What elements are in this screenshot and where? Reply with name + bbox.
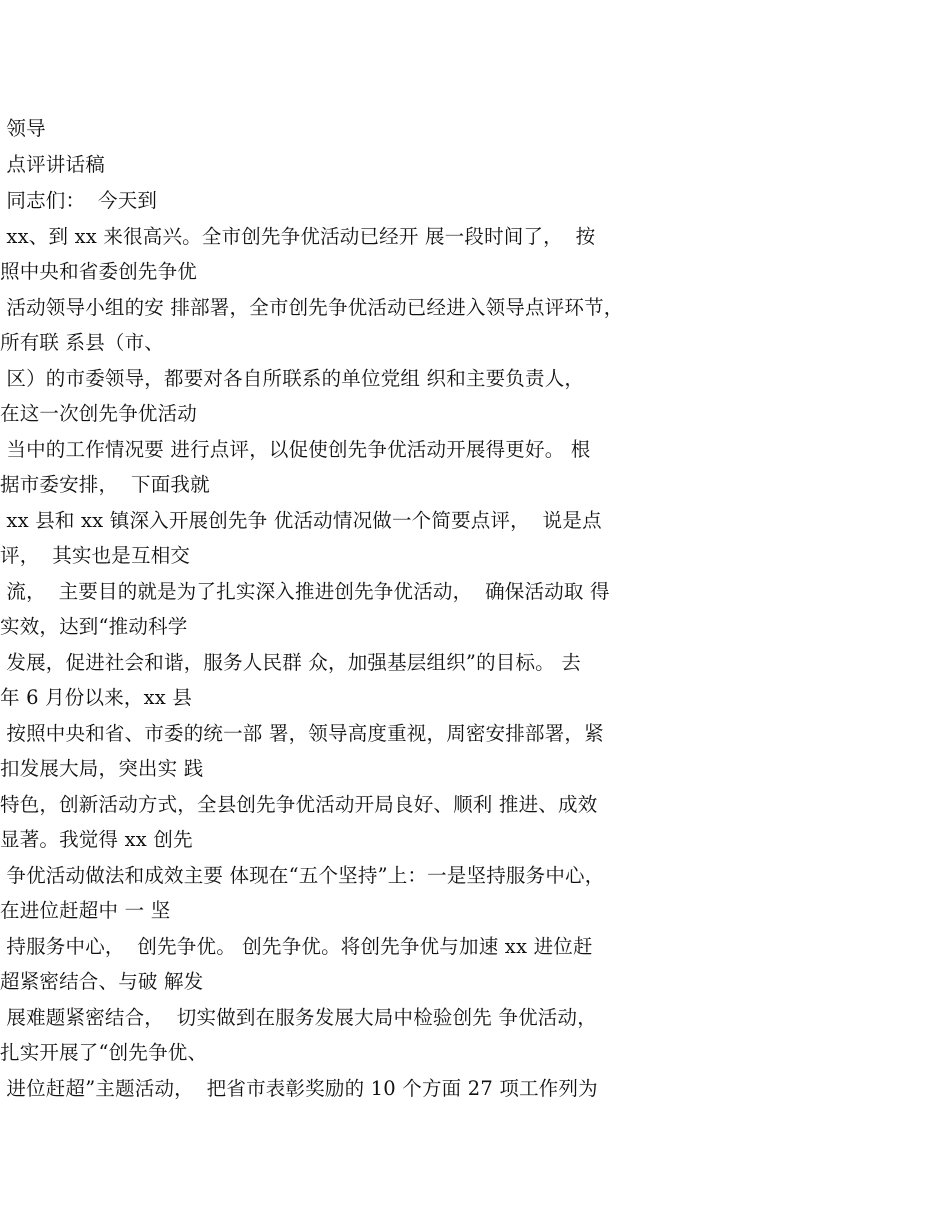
text-line: 按照中央和省、市委的统一部 署，领导高度重视，周密安排部署，紧 [0,722,604,745]
text-line: 同志们： 今天到 [0,189,158,212]
text-line: 扣发展大局，突出实 践 [0,757,204,780]
text-line: 在这一次创先争优活动 [0,402,198,425]
text-line: 照中央和省委创先争优 [0,260,198,283]
text-line: 实效，达到“推动科学 [0,615,188,638]
text-line: 争优活动做法和成效主要 体现在“五个坚持”上：一是坚持服务中心， [0,864,605,887]
text-line: 领导 [0,117,46,140]
text-line: 活动领导小组的安 排部署，全市创先争优活动已经进入领导点评环节， [0,296,624,319]
text-line: 发展，促进社会和谐，服务人民群 众，加强基层组织”的目标。 去 [0,651,581,674]
text-line: 扎实开展了“创先争优、 [0,1041,208,1064]
text-line: 流， 主要目的就是为了扎实深入推进创先争优活动， 确保活动取 得 [0,580,610,603]
text-line: 在进位赶超中 一 坚 [0,899,171,922]
text-line: xx 县和 xx 镇深入开展创先争 优活动情况做一个简要点评， 说是点 [0,509,602,532]
text-line: 所有联 系县（市、 [0,331,164,354]
text-line: 展难题紧密结合， 切实做到在服务发展大局中检验创先 争优活动， [0,1006,597,1029]
text-line: 评， 其实也是互相交 [0,544,191,567]
text-line: 年 6 月份以来，xx 县 [0,686,193,709]
text-line: 区）的市委领导，都要对各自所联系的单位党组 织和主要负责人， [0,367,585,390]
text-line: 进位赶超”主题活动， 把省市表彰奖励的 10 个方面 27 项工作列为 [0,1077,598,1100]
text-line: xx、到 xx 来很高兴。全市创先争优活动已经开 展一段时间了， 按 [0,225,596,248]
text-line: 显著。我觉得 xx 创先 [0,828,193,851]
text-line: 当中的工作情况要 进行点评，以促使创先争优活动开展得更好。 根 [0,438,591,461]
text-line: 特色，创新活动方式，全县创先争优活动开局良好、顺利 推进、成效 [0,793,598,816]
text-line: 超紧密结合、与破 解发 [0,970,204,993]
text-line: 持服务中心， 创先争优。 创先争优。将创先争优与加速 xx 进位赶 [0,935,593,958]
text-line: 点评讲话稿 [0,153,105,176]
text-line: 据市委安排， 下面我就 [0,473,210,496]
